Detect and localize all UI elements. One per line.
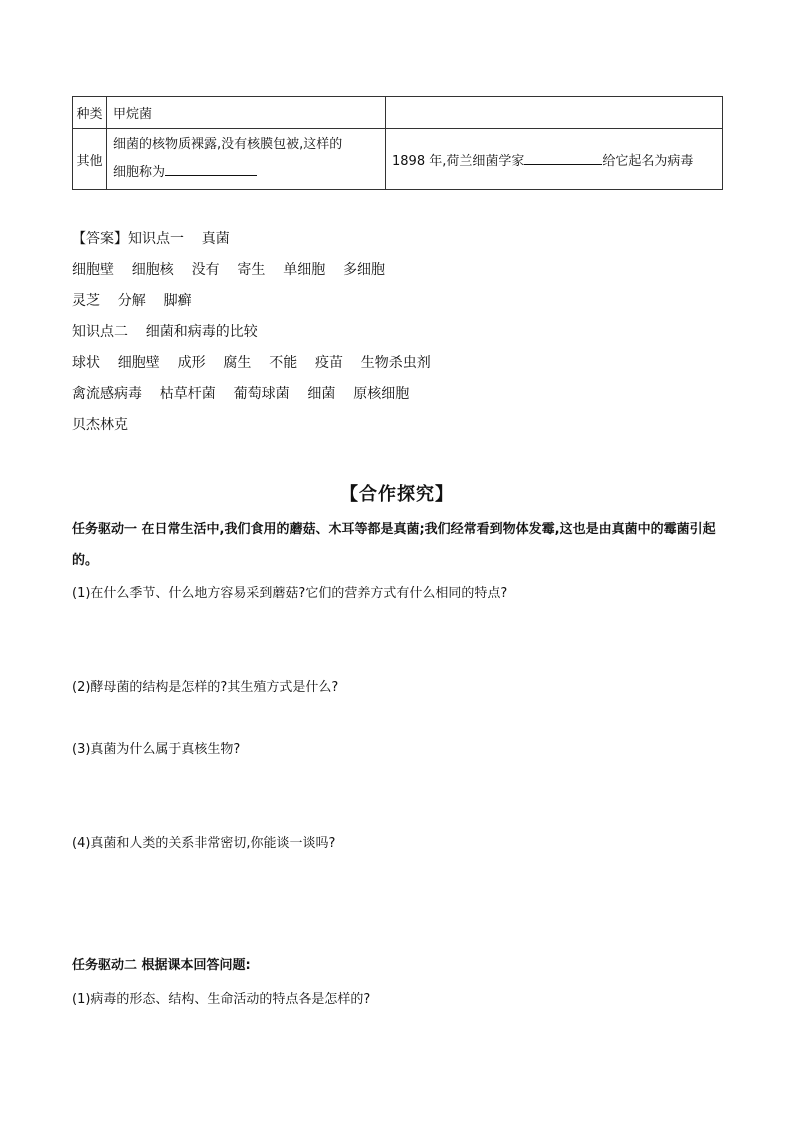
row-label-species: 种类 (73, 97, 107, 129)
question: (1)病毒的形态、结构、生命活动的特点各是怎样的? (72, 992, 371, 1007)
row-label-other: 其他 (73, 129, 107, 190)
cell-line: 细菌的核物质裸露,没有核膜包被,这样的 (113, 137, 343, 152)
cell-virus-text (386, 129, 723, 190)
question: (4)真菌和人类的关系非常密切,你能谈一谈吗? (72, 836, 336, 851)
answer-line: 禽流感病毒 枯草杆菌 葡萄球菌 细菌 原核细胞 (72, 386, 410, 402)
answer-line: 知识点二 细菌和病毒的比较 (72, 324, 258, 340)
task-one-heading: 任务驱动一 在日常生活中,我们食用的蘑菇、木耳等都是真菌;我们经常看到物体发霉,这也是由真菌中的霉菌引起的。 (72, 522, 716, 568)
answer-blank[interactable] (165, 163, 257, 176)
question: (2)酵母菌的结构是怎样的?其生殖方式是什么? (72, 680, 339, 695)
section-title: 【合作探究】 (340, 484, 454, 505)
cell-empty (386, 97, 723, 129)
comparison-table (72, 96, 723, 190)
table-row (73, 129, 723, 190)
cell-prokaryote-text (107, 129, 386, 190)
cell-line-text: 细胞称为 (113, 165, 166, 180)
cell-text-post: 给它起名为病毒 (602, 153, 694, 169)
answer-line: 细胞壁 细胞核 没有 寄生 单细胞 多细胞 (72, 262, 386, 278)
answer-heading: 【答案】知识点一 真菌 (72, 231, 230, 247)
cell-species-value: 甲烷菌 (107, 97, 386, 129)
answer-blank[interactable] (524, 152, 602, 165)
cell-line (113, 159, 379, 187)
table-row (73, 97, 723, 129)
answer-line: 灵芝 分解 脚癣 (72, 293, 192, 309)
question: (3)真菌为什么属于真核生物? (72, 742, 241, 757)
answer-line: 球状 细胞壁 成形 腐生 不能 疫苗 生物杀虫剂 (72, 355, 431, 371)
answer-line: 贝杰林克 (72, 417, 128, 433)
task-two-heading: 任务驱动二 根据课本回答问题: (72, 958, 251, 973)
cell-text-pre: 1898 年,荷兰细菌学家 (392, 153, 525, 169)
question: (1)在什么季节、什么地方容易采到蘑菇?它们的营养方式有什么相同的特点? (72, 586, 508, 601)
